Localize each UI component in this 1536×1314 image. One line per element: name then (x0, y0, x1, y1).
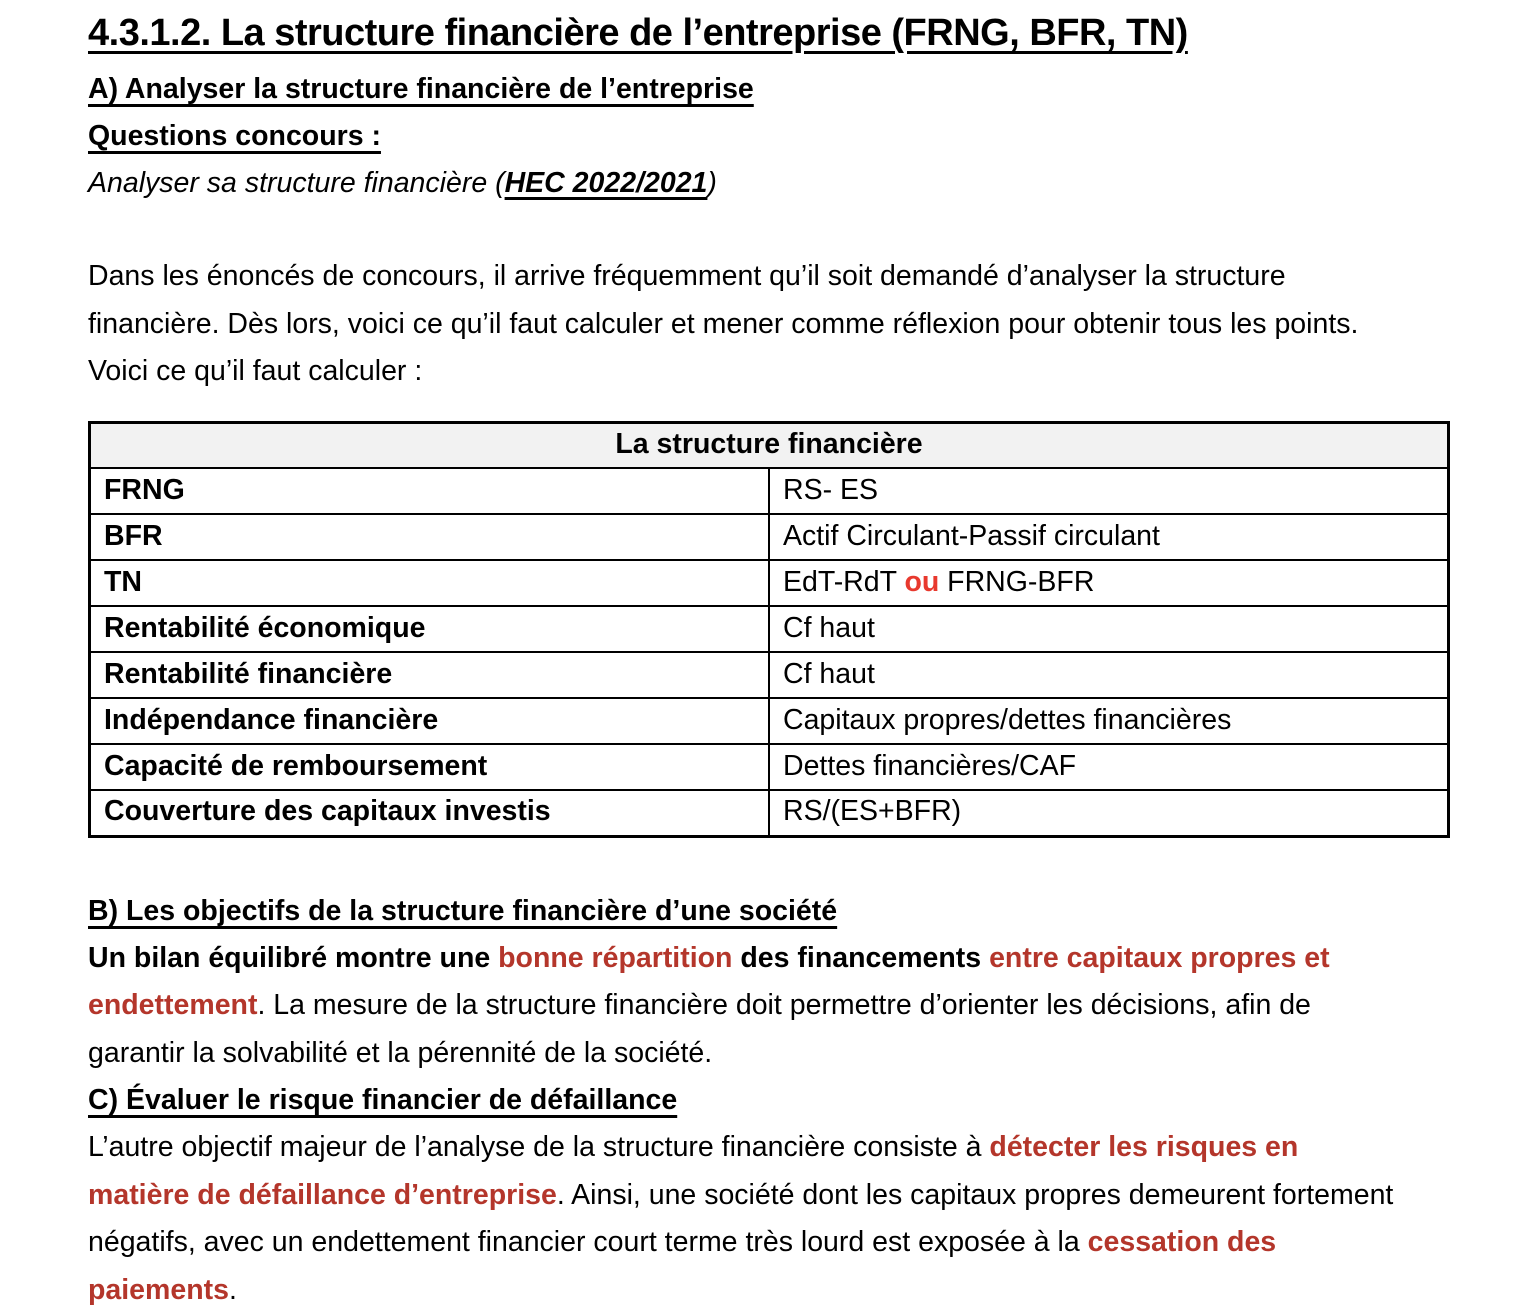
text-segment: ou (904, 565, 940, 598)
table-header-cell: La structure financière (90, 422, 1449, 468)
metric-label-cell: Capacité de remboursement (90, 744, 770, 790)
intro-paragraph: Dans les énoncés de concours, il arrive fréquemment qu’il soit demandé d’analyser la structure financière. Dès lors, voici ce qu’il faut calculer et mener comme réflexion pour obtenir tous les points. Voici ce qu’il faut calculer : (88, 260, 1359, 387)
text-segment: Capitaux propres/dettes financières (783, 703, 1232, 736)
table-row (90, 606, 1449, 652)
table-row (90, 698, 1449, 744)
metric-label-cell: Indépendance financière (90, 698, 770, 744)
table-row (90, 790, 1449, 836)
table-row (90, 468, 1449, 514)
text-segment: Actif Circulant-Passif circulant (783, 519, 1160, 552)
structure-table (88, 421, 1450, 838)
metric-label-cell: FRNG (90, 468, 770, 514)
formula-cell (769, 652, 1449, 698)
formula-cell (769, 744, 1449, 790)
metric-label-cell: Rentabilité financière (90, 652, 770, 698)
text-segment: HEC 2022/2021 (504, 167, 708, 199)
text-segment: FRNG-BFR (939, 565, 1095, 598)
formula-cell (769, 790, 1449, 836)
text-segment: EdT-RdT (783, 565, 905, 598)
metric-label-cell: Couverture des capitaux investis (90, 790, 770, 836)
text-segment: cessation des paiements (88, 1226, 1277, 1306)
text-segment: . La mesure de la structure financière doit permettre d’orienter les décisions, afin de garantir la solvabilité et la pérennité de la société. (88, 989, 1311, 1069)
text-segment: Un bilan équilibré montre une (88, 941, 499, 974)
section-b-heading: B) Les objectifs de la structure financière d’une société (88, 894, 838, 927)
text-segment: . Ainsi, une société dont les capitaux propres demeurent fortement négatifs, avec un endettement financier court terme très lourd est exposée à la (88, 1178, 1394, 1258)
questions-concours-heading: Questions concours : (88, 120, 381, 152)
formula-cell (769, 514, 1449, 560)
text-segment: . (228, 1273, 237, 1306)
text-segment: bonne répartition (498, 941, 733, 974)
structure-table-body (90, 468, 1449, 836)
formula-cell (769, 606, 1449, 652)
section-b-paragraph (88, 935, 1398, 1078)
exam-reference-line (88, 160, 1449, 207)
table-row (90, 652, 1449, 698)
text-segment: des financements (732, 941, 990, 974)
section-a-heading: A) Analyser la structure financière de l’entreprise (88, 73, 754, 105)
table-header-row (90, 422, 1449, 468)
formula-cell (769, 468, 1449, 514)
formula-cell (769, 560, 1449, 606)
table-row (90, 514, 1449, 560)
text-segment: L’autre objectif majeur de l’analyse de la structure financière consiste à (88, 1131, 990, 1163)
table-row (90, 560, 1449, 606)
text-segment: Cf haut (783, 611, 875, 644)
text-segment: RS- ES (783, 473, 879, 506)
metric-label-cell: Rentabilité économique (90, 606, 770, 652)
formula-cell (769, 698, 1449, 744)
table-row (90, 744, 1449, 790)
metric-label-cell: BFR (90, 514, 770, 560)
metric-label-cell: TN (90, 560, 770, 606)
page-title: 4.3.1.2. La structure financière de l’entreprise (FRNG, BFR, TN) (88, 12, 1188, 54)
text-segment: ) (707, 167, 717, 199)
text-segment: Dettes financières/CAF (783, 749, 1077, 782)
text-segment: Cf haut (783, 657, 875, 690)
text-segment: RS/(ES+BFR) (783, 795, 962, 828)
text-segment: détecter les risques en matière de défaillance d’entreprise (88, 1131, 1299, 1211)
structure-table-head (90, 422, 1449, 468)
text-segment: entre capitaux propres et endettement (88, 941, 1330, 1021)
section-c-heading: C) Évaluer le risque financier de défaillance (88, 1084, 678, 1116)
text-segment: Analyser sa structure financière ( (88, 167, 505, 199)
